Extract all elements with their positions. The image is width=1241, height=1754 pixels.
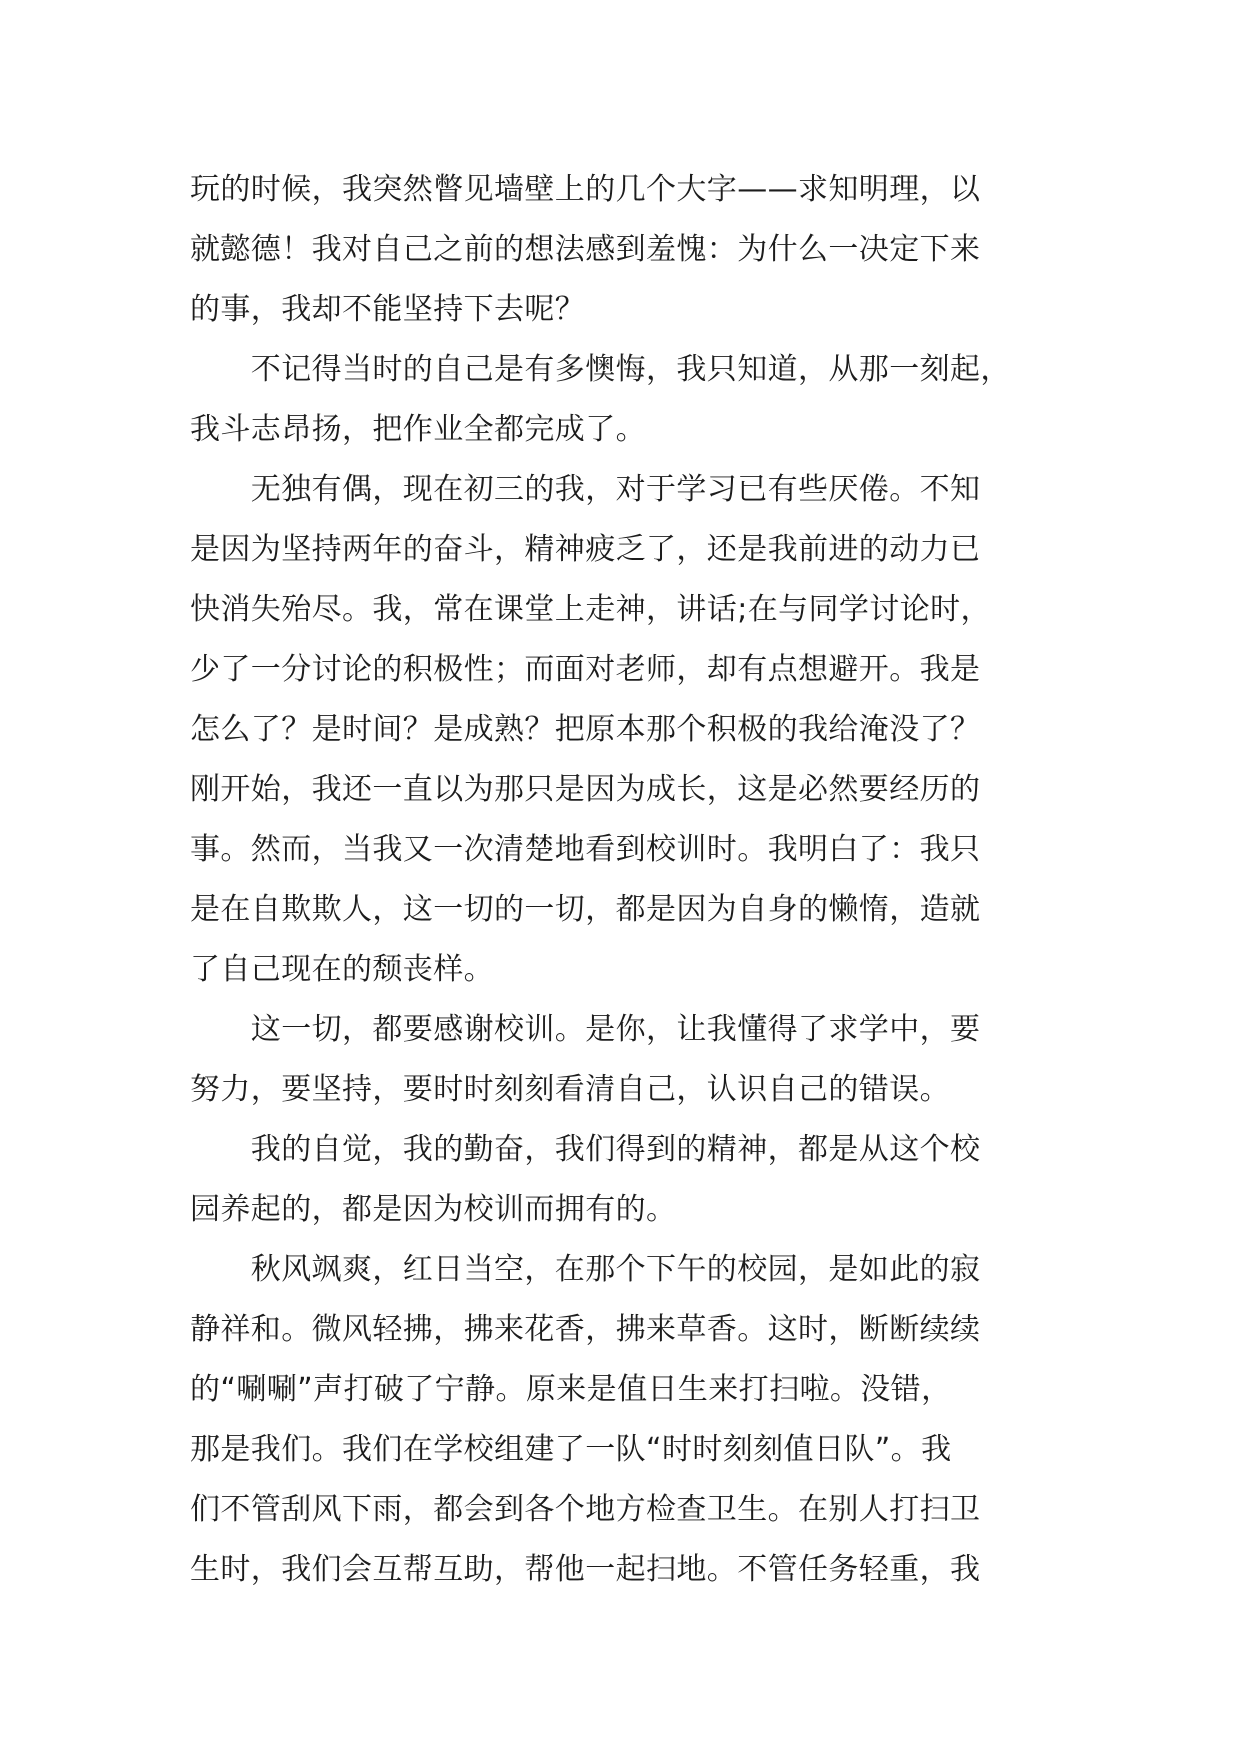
text-line: 园养起的，都是因为校训而拥有的。 — [190, 1192, 677, 1227]
text-line: 这一切，都要感谢校训。是你，让我懂得了求学中，要 — [190, 1012, 981, 1047]
text-line: 就懿德！我对自己之前的想法感到羞愧：为什么一决定下来 — [190, 232, 981, 267]
text-line: 静祥和。微风轻拂，拂来花香，拂来草香。这时，断断续续 — [190, 1312, 981, 1347]
text-line: 怎么了？是时间？是成熟？把原本那个积极的我给淹没了？ — [190, 712, 981, 747]
text-line: 无独有偶，现在初三的我，对于学习已有些厌倦。不知 — [190, 472, 981, 507]
text-line: 努力，要坚持，要时时刻刻看清自己，认识自己的错误。 — [190, 1072, 950, 1107]
text-line: 不记得当时的自己是有多懊悔，我只知道，从那一刻起， — [190, 352, 1011, 387]
text-line: 的事，我却不能坚持下去呢？ — [190, 292, 586, 327]
text-line: 事。然而，当我又一次清楚地看到校训时。我明白了：我只 — [190, 832, 981, 867]
text-line: 玩的时候，我突然瞥见墙壁上的几个大字——求知明理，以 — [190, 172, 981, 207]
text-line: 快消失殆尽。我，常在课堂上走神，讲话;在与同学讨论时， — [190, 592, 991, 627]
text-line: 我的自觉，我的勤奋，我们得到的精神，都是从这个校 — [190, 1132, 981, 1167]
text-line: 生时，我们会互帮互助，帮他一起扫地。不管任务轻重，我 — [190, 1552, 981, 1587]
text-line: 是在自欺欺人，这一切的一切，都是因为自身的懒惰，造就 — [190, 892, 981, 927]
text-line: 那是我们。我们在学校组建了一队“时时刻刻值日队”。我 — [190, 1432, 952, 1467]
document-page — [190, 160, 1070, 1600]
text-line: 少了一分讨论的积极性；而面对老师，却有点想避开。我是 — [190, 652, 981, 687]
text-line: 的“唰唰”声打破了宁静。原来是值日生来打扫啦。没错， — [190, 1372, 952, 1407]
text-line: 是因为坚持两年的奋斗，精神疲乏了，还是我前进的动力已 — [190, 532, 981, 567]
text-line: 了自己现在的颓丧样。 — [190, 952, 494, 987]
text-line: 刚开始，我还一直以为那只是因为成长，这是必然要经历的 — [190, 772, 981, 807]
text-line: 我斗志昂扬，把作业全都完成了。 — [190, 412, 646, 447]
text-line: 们不管刮风下雨，都会到各个地方检查卫生。在别人打扫卫 — [190, 1492, 981, 1527]
text-line: 秋风飒爽，红日当空，在那个下午的校园，是如此的寂 — [190, 1252, 981, 1287]
